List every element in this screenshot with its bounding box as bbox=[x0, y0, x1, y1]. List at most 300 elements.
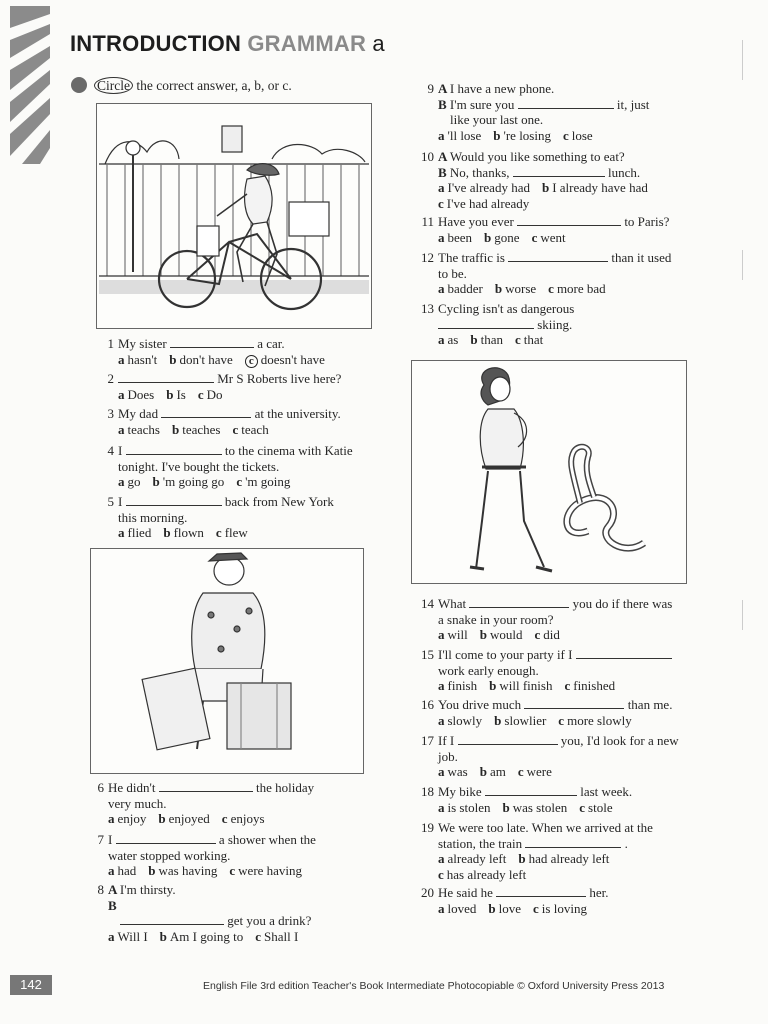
answer-blank[interactable] bbox=[525, 837, 621, 848]
question-text: You drive much bbox=[438, 697, 522, 712]
question-text: you do if there was bbox=[572, 596, 673, 611]
question-text: What bbox=[438, 596, 467, 611]
question-line bbox=[108, 796, 314, 812]
page-number: 142 bbox=[10, 975, 52, 995]
question-text: than it used bbox=[611, 250, 672, 265]
option-letter[interactable]: b bbox=[502, 799, 510, 815]
speaker-a: A bbox=[438, 81, 450, 96]
question-text: I bbox=[108, 832, 113, 847]
question-body bbox=[108, 882, 311, 944]
option-letter[interactable]: b bbox=[159, 928, 167, 944]
instruction-text: the correct answer, a, b, or c. bbox=[133, 78, 292, 93]
question-text: it, just bbox=[616, 96, 650, 112]
question-body bbox=[118, 443, 353, 490]
answer-blank[interactable] bbox=[438, 318, 534, 329]
question-text: If I bbox=[438, 733, 455, 748]
question-text: like your last one. bbox=[450, 112, 544, 127]
question-body bbox=[438, 250, 671, 297]
option-letter[interactable]: a bbox=[438, 281, 445, 296]
option-letter[interactable]: c bbox=[564, 678, 571, 693]
question-text: station, the train bbox=[438, 835, 523, 851]
option-text[interactable]: 're losing bbox=[503, 127, 551, 143]
dialogue-line-b-cont bbox=[108, 913, 311, 929]
option-letter[interactable]: b bbox=[158, 811, 166, 826]
options-row bbox=[438, 713, 672, 729]
question-body bbox=[118, 371, 341, 402]
question-text: this morning. bbox=[118, 509, 188, 525]
option-text[interactable]: enjoy bbox=[117, 811, 147, 826]
question-text: very much. bbox=[108, 795, 167, 811]
option-text[interactable]: am bbox=[489, 764, 506, 779]
question-text: He didn't bbox=[108, 780, 156, 795]
instruction bbox=[71, 77, 292, 94]
question-body bbox=[118, 406, 341, 437]
options-row bbox=[438, 332, 574, 348]
answer-blank[interactable] bbox=[120, 914, 224, 925]
option-text[interactable]: love bbox=[498, 900, 522, 916]
option-text[interactable]: already left bbox=[447, 851, 507, 866]
answer-blank[interactable] bbox=[118, 372, 214, 383]
option-letter[interactable]: b bbox=[488, 900, 496, 916]
option-text[interactable]: worse bbox=[505, 281, 537, 296]
question-body bbox=[108, 780, 314, 827]
answer-blank[interactable] bbox=[576, 648, 672, 659]
option-letter[interactable]: a bbox=[118, 386, 125, 402]
bullet-icon bbox=[71, 77, 87, 93]
option-letter[interactable]: b bbox=[494, 712, 502, 728]
illustration-woman-snake bbox=[411, 360, 687, 584]
speaker-b: B bbox=[438, 96, 450, 112]
question-text: the holiday bbox=[255, 780, 315, 795]
title-letter: a bbox=[372, 31, 385, 56]
option-text[interactable]: went bbox=[540, 229, 566, 245]
option-letter[interactable]: c bbox=[255, 928, 261, 944]
question-line bbox=[438, 112, 649, 128]
option-text[interactable]: I already have had bbox=[552, 180, 648, 195]
option-letter[interactable]: c bbox=[221, 811, 228, 826]
dialogue-line-b bbox=[108, 898, 311, 914]
question-text: tonight. I've bought the tickets. bbox=[118, 458, 280, 474]
question-number: 18 bbox=[421, 784, 434, 799]
option-text[interactable]: badder bbox=[447, 281, 483, 296]
option-letter[interactable]: b bbox=[171, 421, 180, 437]
question-line bbox=[438, 214, 669, 230]
option-letter[interactable]: c bbox=[533, 900, 539, 916]
answer-blank[interactable] bbox=[170, 337, 254, 348]
option-text[interactable]: has already left bbox=[446, 866, 527, 882]
option-text[interactable]: were bbox=[526, 764, 552, 779]
dialogue-line-a bbox=[438, 149, 660, 165]
option-text[interactable]: did bbox=[543, 627, 560, 642]
option-text[interactable]: Shall I bbox=[264, 928, 299, 944]
option-text[interactable]: Is bbox=[176, 386, 186, 402]
option-letter[interactable]: a bbox=[118, 421, 125, 437]
option-letter[interactable]: a bbox=[438, 799, 445, 815]
option-letter[interactable]: c bbox=[534, 627, 541, 642]
option-letter[interactable]: c bbox=[438, 195, 444, 211]
options-row bbox=[118, 352, 337, 368]
question-line bbox=[118, 443, 353, 459]
question-number: 16 bbox=[421, 697, 434, 712]
option-text[interactable]: slowlier bbox=[504, 712, 547, 728]
question-body bbox=[438, 697, 672, 728]
options-row bbox=[438, 196, 660, 212]
question-line bbox=[108, 848, 316, 864]
options-row bbox=[438, 800, 632, 816]
option-letter[interactable]: a bbox=[118, 351, 125, 367]
option-text[interactable]: will bbox=[447, 627, 468, 642]
question-text: We were too late. When we arrived at the bbox=[438, 820, 653, 835]
option-letter[interactable]: a bbox=[438, 712, 445, 728]
option-letter[interactable]: a bbox=[438, 180, 445, 195]
question-body bbox=[438, 596, 672, 643]
question-line bbox=[438, 250, 671, 266]
answer-blank[interactable] bbox=[496, 886, 586, 897]
option-text[interactable]: enjoyed bbox=[168, 811, 210, 826]
question-number: 19 bbox=[421, 820, 434, 835]
answer-blank[interactable] bbox=[513, 166, 605, 177]
question-line bbox=[108, 832, 316, 848]
answer-blank[interactable] bbox=[458, 734, 558, 745]
option-letter[interactable]: a bbox=[438, 229, 445, 245]
answer-blank[interactable] bbox=[518, 98, 614, 109]
option-text[interactable]: I've had already bbox=[446, 195, 530, 211]
options-row bbox=[438, 180, 660, 196]
option-letter[interactable]: b bbox=[541, 180, 550, 195]
question-number: 15 bbox=[421, 647, 434, 662]
circled-option-letter[interactable]: c bbox=[245, 355, 258, 368]
option-letter[interactable]: a bbox=[438, 127, 445, 143]
option-text[interactable]: than bbox=[480, 332, 503, 347]
question-body bbox=[438, 647, 672, 694]
question-text: to be. bbox=[438, 265, 467, 281]
option-text[interactable]: that bbox=[523, 332, 544, 347]
question-line bbox=[438, 749, 679, 765]
dialogue-text: I have a new phone. bbox=[449, 81, 555, 96]
question-number: 7 bbox=[97, 832, 104, 847]
question-text: I bbox=[118, 443, 123, 458]
question-line bbox=[118, 406, 341, 422]
options-row bbox=[118, 474, 353, 490]
question-body bbox=[438, 733, 679, 780]
question-number: 12 bbox=[421, 250, 434, 265]
question-text: her. bbox=[589, 885, 609, 900]
question-text: job. bbox=[438, 748, 458, 764]
title-grammar: GRAMMAR bbox=[247, 31, 367, 56]
option-text[interactable]: slowly bbox=[447, 712, 483, 728]
option-letter[interactable]: b bbox=[148, 863, 156, 878]
options-row bbox=[438, 627, 672, 643]
question-body bbox=[108, 832, 316, 879]
question-number: 17 bbox=[421, 733, 434, 748]
question-text: No, thanks, bbox=[449, 164, 510, 180]
question-number: 3 bbox=[107, 406, 114, 421]
answer-blank[interactable] bbox=[126, 495, 222, 506]
option-letter[interactable]: a bbox=[118, 525, 125, 540]
option-text[interactable]: as bbox=[447, 332, 459, 347]
dialogue-text: Would you like something to eat? bbox=[449, 149, 625, 164]
option-letter[interactable]: b bbox=[169, 351, 177, 367]
question-text: get you a drink? bbox=[227, 913, 312, 928]
option-text[interactable]: Does bbox=[127, 386, 155, 402]
option-text[interactable]: Do bbox=[206, 386, 223, 402]
question-text: you, I'd look for a new bbox=[560, 733, 679, 748]
option-text[interactable]: Will I bbox=[117, 928, 148, 944]
question-text: to the cinema with Katie bbox=[224, 443, 353, 458]
option-letter[interactable]: a bbox=[108, 811, 115, 826]
option-letter[interactable]: b bbox=[470, 332, 478, 347]
question-number: 13 bbox=[421, 301, 434, 316]
question-body bbox=[438, 820, 653, 882]
option-text[interactable]: would bbox=[489, 627, 523, 642]
question-line bbox=[118, 459, 353, 475]
question-text: work early enough. bbox=[438, 662, 539, 678]
option-text[interactable]: gone bbox=[494, 229, 520, 245]
question-line bbox=[438, 596, 672, 612]
question-number: 6 bbox=[97, 780, 104, 795]
answer-blank[interactable] bbox=[485, 785, 577, 796]
option-letter[interactable]: b bbox=[484, 229, 492, 245]
option-letter[interactable]: b bbox=[479, 764, 487, 779]
option-text[interactable]: is loving bbox=[541, 900, 587, 916]
title-introduction: INTRODUCTION bbox=[70, 31, 242, 56]
option-letter[interactable]: b bbox=[166, 386, 174, 402]
question-body bbox=[438, 149, 660, 211]
option-text[interactable]: more bad bbox=[556, 281, 606, 296]
question-number: 9 bbox=[427, 81, 434, 96]
option-letter[interactable]: c bbox=[514, 332, 521, 347]
option-text[interactable]: was bbox=[447, 764, 468, 779]
option-letter[interactable]: b bbox=[518, 851, 526, 866]
option-letter[interactable]: a bbox=[438, 332, 445, 347]
dialogue-line-b bbox=[438, 165, 660, 181]
option-letter[interactable]: c bbox=[197, 386, 204, 402]
question-line bbox=[438, 612, 672, 628]
option-letter[interactable]: c bbox=[517, 764, 524, 779]
option-text[interactable]: doesn't have bbox=[260, 351, 325, 367]
option-text[interactable]: will finish bbox=[499, 678, 553, 693]
question-text: . bbox=[624, 835, 628, 851]
corner-rays-decoration bbox=[10, 6, 50, 164]
question-text: I bbox=[118, 494, 123, 509]
question-text: skiing. bbox=[537, 316, 573, 332]
answer-blank[interactable] bbox=[159, 781, 253, 792]
speaker-a: A bbox=[438, 149, 450, 164]
options-row bbox=[118, 387, 341, 403]
option-letter[interactable]: a bbox=[108, 928, 115, 944]
option-text[interactable]: was having bbox=[158, 863, 218, 878]
question-number: 14 bbox=[421, 596, 434, 611]
question-line bbox=[438, 836, 653, 852]
option-text[interactable]: finish bbox=[447, 678, 478, 693]
option-letter[interactable]: b bbox=[494, 281, 503, 296]
option-text[interactable]: is stolen bbox=[447, 799, 491, 815]
answer-blank[interactable] bbox=[116, 833, 216, 844]
option-text[interactable]: enjoys bbox=[230, 811, 265, 826]
option-text[interactable]: finished bbox=[573, 678, 616, 693]
dialogue-line-a bbox=[108, 882, 311, 898]
option-letter[interactable]: c bbox=[438, 866, 444, 882]
option-letter[interactable]: a bbox=[438, 627, 445, 642]
question-text: than me. bbox=[627, 697, 673, 712]
question-text: last week. bbox=[580, 784, 633, 799]
question-line bbox=[438, 266, 671, 282]
option-text[interactable]: loved bbox=[447, 900, 477, 916]
question-line bbox=[108, 780, 314, 796]
option-text[interactable]: flew bbox=[224, 525, 248, 540]
question-number: 10 bbox=[421, 149, 434, 164]
question-text: Have you ever bbox=[438, 214, 514, 229]
page-title bbox=[70, 31, 385, 57]
options-row bbox=[108, 811, 314, 827]
answer-blank[interactable] bbox=[161, 407, 251, 418]
question-line bbox=[438, 317, 574, 333]
option-text[interactable]: flown bbox=[173, 525, 204, 540]
question-line bbox=[118, 494, 334, 510]
speaker-a: A bbox=[108, 882, 120, 897]
question-number: 8 bbox=[97, 882, 104, 897]
option-text[interactable]: teachs bbox=[127, 421, 160, 437]
question-line bbox=[118, 336, 337, 352]
option-text[interactable]: more slowly bbox=[567, 712, 632, 728]
question-line bbox=[438, 733, 679, 749]
question-number: 5 bbox=[107, 494, 114, 509]
question-text: I'll come to your party if I bbox=[438, 647, 573, 662]
options-row bbox=[438, 851, 653, 867]
option-letter[interactable]: c bbox=[562, 127, 569, 143]
question-body bbox=[118, 336, 337, 368]
dialogue-line-b bbox=[438, 97, 649, 113]
option-letter[interactable]: a bbox=[108, 863, 115, 878]
page-edge-mark bbox=[742, 250, 743, 280]
answer-blank[interactable] bbox=[508, 251, 608, 262]
question-text: My bike bbox=[438, 784, 482, 799]
page-edge-mark bbox=[742, 40, 743, 80]
question-text: The traffic is bbox=[438, 250, 505, 265]
question-line bbox=[118, 371, 341, 387]
option-text[interactable]: were having bbox=[238, 863, 303, 878]
question-text: a snake in your room? bbox=[438, 611, 554, 627]
question-text: Cycling isn't as dangerous bbox=[438, 301, 575, 316]
option-text[interactable]: had bbox=[117, 863, 137, 878]
option-letter[interactable]: b bbox=[493, 127, 501, 143]
illustration-man-suitcases bbox=[90, 548, 364, 774]
option-letter[interactable]: a bbox=[438, 678, 445, 693]
question-line bbox=[438, 663, 672, 679]
question-text: at the university. bbox=[254, 406, 341, 421]
dialogue-line-a bbox=[438, 81, 649, 97]
instruction-circled-word: Circle bbox=[94, 77, 133, 94]
question-text: My sister bbox=[118, 336, 167, 351]
option-letter[interactable]: c bbox=[579, 799, 586, 815]
option-text[interactable]: 'm going bbox=[245, 474, 291, 489]
options-row bbox=[118, 422, 341, 438]
question-line bbox=[438, 784, 632, 800]
option-text[interactable]: was stolen bbox=[512, 799, 568, 815]
question-number: 11 bbox=[421, 214, 434, 229]
question-body bbox=[438, 885, 609, 916]
option-text[interactable]: lose bbox=[571, 127, 593, 143]
option-letter[interactable]: c bbox=[236, 474, 243, 489]
option-letter[interactable]: c bbox=[548, 281, 554, 296]
speaker-b: B bbox=[108, 897, 117, 913]
answer-blank[interactable] bbox=[469, 597, 569, 608]
question-number: 4 bbox=[107, 443, 114, 458]
option-letter[interactable]: c bbox=[229, 863, 236, 878]
option-letter[interactable]: b bbox=[152, 474, 160, 489]
question-body bbox=[438, 81, 649, 143]
option-letter[interactable]: a bbox=[438, 900, 445, 916]
option-letter[interactable]: a bbox=[438, 851, 445, 866]
options-row bbox=[438, 230, 669, 246]
option-text[interactable]: I've already had bbox=[447, 180, 530, 195]
answer-blank[interactable] bbox=[524, 698, 624, 709]
option-text[interactable]: teach bbox=[241, 421, 269, 437]
question-line bbox=[438, 885, 609, 901]
option-text[interactable]: 'll lose bbox=[447, 127, 482, 143]
option-text[interactable]: flied bbox=[127, 525, 152, 540]
option-text[interactable]: 'm going go bbox=[162, 474, 225, 489]
question-text: My dad bbox=[118, 406, 159, 421]
option-text[interactable]: Am I going to bbox=[169, 928, 244, 944]
question-line bbox=[438, 820, 653, 836]
question-text: back from New York bbox=[224, 494, 334, 509]
option-letter[interactable]: c bbox=[232, 421, 239, 437]
question-body bbox=[438, 784, 632, 815]
question-line bbox=[438, 647, 672, 663]
question-body bbox=[438, 301, 574, 348]
page-edge-mark bbox=[742, 600, 743, 630]
options-row bbox=[108, 929, 311, 945]
question-text: I'm sure you bbox=[449, 96, 515, 112]
options-row bbox=[108, 863, 316, 879]
question-text: He said he bbox=[438, 885, 493, 900]
answer-blank[interactable] bbox=[126, 444, 222, 455]
option-text[interactable]: don't have bbox=[179, 351, 233, 367]
option-text[interactable]: stole bbox=[588, 799, 613, 815]
option-letter[interactable]: b bbox=[163, 525, 171, 540]
options-row bbox=[438, 128, 649, 144]
question-line bbox=[438, 301, 574, 317]
options-row bbox=[438, 678, 672, 694]
option-text[interactable]: hasn't bbox=[127, 351, 158, 367]
option-letter[interactable]: c bbox=[215, 525, 222, 540]
question-text: a shower when the bbox=[218, 832, 316, 847]
question-text: water stopped working. bbox=[108, 847, 231, 863]
question-line bbox=[438, 697, 672, 713]
question-body bbox=[438, 214, 669, 245]
question-number: 20 bbox=[421, 885, 434, 900]
option-text[interactable]: had already left bbox=[528, 851, 610, 866]
option-text[interactable]: go bbox=[127, 474, 141, 489]
option-letter[interactable]: b bbox=[489, 678, 497, 693]
question-text: Mr S Roberts live here? bbox=[217, 371, 342, 386]
option-text[interactable]: teaches bbox=[182, 421, 221, 437]
option-letter[interactable]: a bbox=[118, 474, 125, 489]
options-row bbox=[438, 281, 671, 297]
option-letter[interactable]: c bbox=[531, 229, 538, 245]
options-row bbox=[118, 525, 334, 541]
option-text[interactable]: been bbox=[447, 229, 473, 245]
question-number: 1 bbox=[107, 336, 114, 351]
option-letter[interactable]: a bbox=[438, 764, 445, 779]
dialogue-text: I'm thirsty. bbox=[119, 882, 176, 897]
option-letter[interactable]: b bbox=[479, 627, 487, 642]
answer-blank[interactable] bbox=[517, 215, 621, 226]
option-letter[interactable]: c bbox=[558, 712, 565, 728]
question-text: a car. bbox=[257, 336, 285, 351]
question-text: to Paris? bbox=[624, 214, 670, 229]
